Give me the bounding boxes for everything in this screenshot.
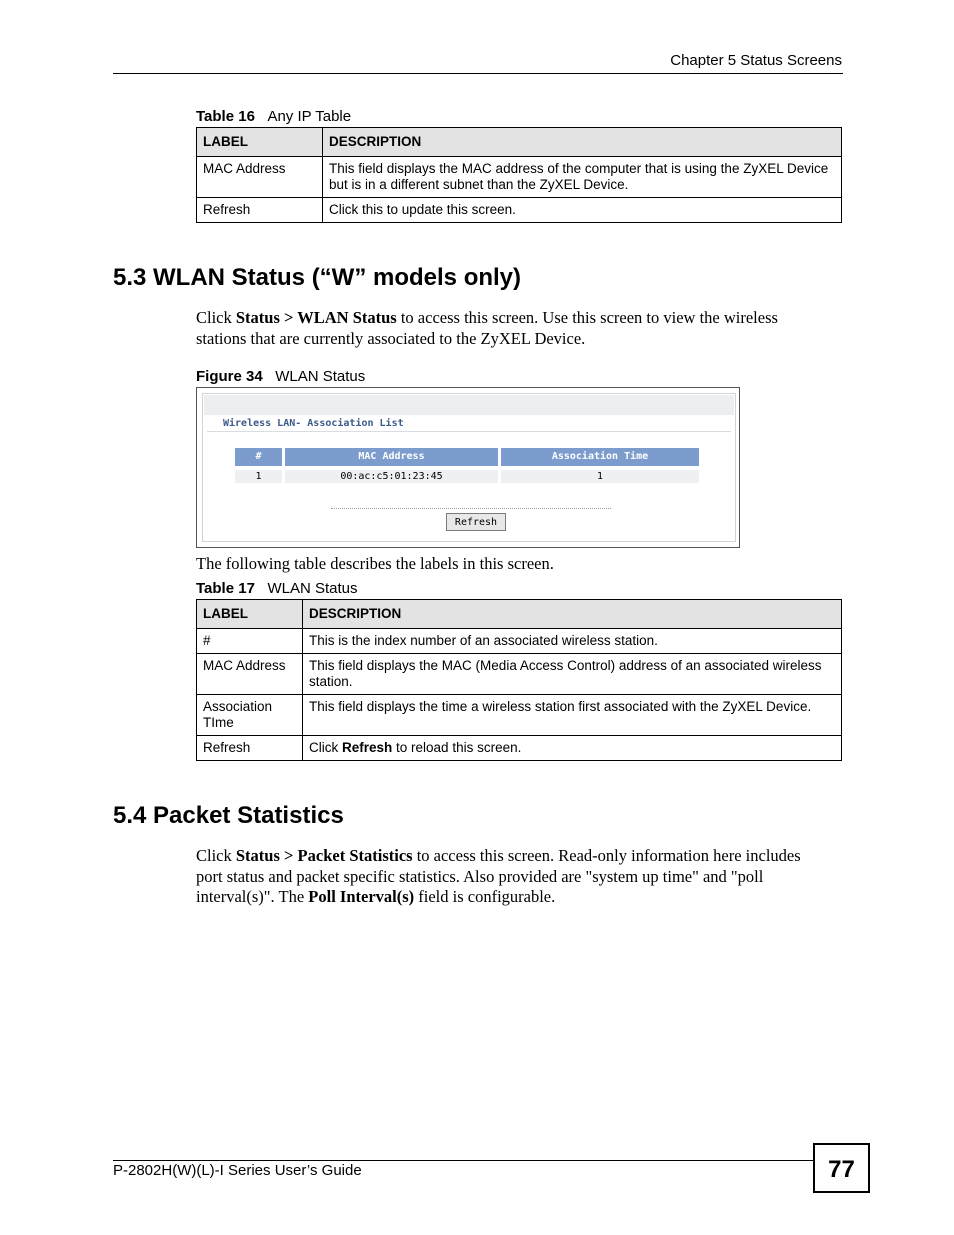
row-label: # bbox=[197, 629, 303, 654]
table17 bbox=[196, 599, 842, 761]
footer-guide-title: P-2802H(W)(L)-I Series User’s Guide bbox=[113, 1162, 362, 1179]
table-header-row bbox=[197, 128, 842, 157]
row-label: Refresh bbox=[197, 198, 323, 223]
text: to access this screen. Read-only information here includes port status and packet specific statistics. Also provided are "system up time" and "poll interval(s)". The bbox=[196, 846, 801, 906]
screenshot-panel bbox=[202, 393, 736, 542]
bold-text: Status > Packet Statistics bbox=[235, 846, 413, 865]
col-header-mac: MAC Address bbox=[285, 448, 498, 466]
col-header-index: # bbox=[235, 448, 282, 466]
table16 bbox=[196, 127, 842, 223]
text: Click bbox=[309, 740, 342, 755]
running-header: Chapter 5 Status Screens bbox=[670, 52, 842, 69]
figure34-caption-num: Figure 34 bbox=[196, 368, 263, 385]
row-description: This field displays the MAC address of the computer that is using the ZyXEL Device but is in a different subnet than the ZyXEL Device. bbox=[323, 157, 842, 198]
text: to reload this screen. bbox=[392, 740, 522, 755]
figure34-caption-title: WLAN Status bbox=[275, 368, 366, 385]
header-rule bbox=[113, 73, 843, 74]
text: Click bbox=[196, 308, 236, 327]
table-row bbox=[197, 157, 842, 198]
row-description: This is the index number of an associated wireless station. bbox=[303, 629, 842, 654]
footer-rule bbox=[113, 1160, 813, 1161]
section53-paragraph bbox=[196, 308, 816, 349]
figure34-caption bbox=[196, 368, 365, 385]
col-header-description: DESCRIPTION bbox=[323, 128, 842, 157]
table16-caption-num: Table 16 bbox=[196, 108, 255, 125]
row-description: This field displays the time a wireless station first associated with the ZyXEL Device. bbox=[303, 695, 842, 736]
cell-assoc-time: 1 bbox=[501, 470, 699, 483]
bold-text: Poll Interval(s) bbox=[308, 887, 415, 906]
cell-index: 1 bbox=[235, 470, 282, 483]
text: Click bbox=[196, 846, 236, 865]
table-row bbox=[197, 695, 842, 736]
row-description: This field displays the MAC (Media Access Control) address of an associated wireless station. bbox=[303, 654, 842, 695]
dotted-divider bbox=[331, 508, 611, 509]
col-header-label: LABEL bbox=[197, 128, 323, 157]
row-label: Refresh bbox=[197, 736, 303, 761]
panel-title: Wireless LAN- Association List bbox=[223, 418, 404, 429]
section54-paragraph bbox=[196, 846, 831, 908]
table16-caption bbox=[196, 108, 351, 125]
table17-caption bbox=[196, 580, 357, 597]
table-header-row bbox=[197, 600, 842, 629]
col-header-label: LABEL bbox=[197, 600, 303, 629]
row-description bbox=[303, 736, 842, 761]
row-label: MAC Address bbox=[197, 157, 323, 198]
cell-mac: 00:ac:c5:01:23:45 bbox=[285, 470, 498, 483]
bold-text: Refresh bbox=[342, 740, 393, 755]
col-header-assoc-time: Association Time bbox=[501, 448, 699, 466]
col-header-description: DESCRIPTION bbox=[303, 600, 842, 629]
page-number: 77 bbox=[813, 1143, 870, 1193]
figure-wlan-status-screenshot bbox=[196, 387, 740, 548]
table17-caption-title: WLAN Status bbox=[267, 580, 358, 597]
section-heading-5-3: 5.3 WLAN Status (“W” models only) bbox=[113, 264, 522, 291]
row-description: Click this to update this screen. bbox=[323, 198, 842, 223]
refresh-button[interactable]: Refresh bbox=[446, 513, 506, 531]
text: field is configurable. bbox=[414, 887, 556, 906]
table-row bbox=[197, 198, 842, 223]
table16-caption-title: Any IP Table bbox=[267, 108, 352, 125]
table17-caption-num: Table 17 bbox=[196, 580, 255, 597]
table-row bbox=[197, 654, 842, 695]
panel-divider bbox=[207, 431, 731, 432]
following-text: The following table describes the labels in this screen. bbox=[196, 554, 554, 573]
text: to access this screen. Use this screen to view the wireless stations that are currently associated to the ZyXEL Device. bbox=[196, 308, 778, 348]
section-heading-5-4: 5.4 Packet Statistics bbox=[113, 802, 344, 829]
row-label: Association TIme bbox=[197, 695, 303, 736]
table-row bbox=[197, 629, 842, 654]
bold-text: Status > WLAN Status bbox=[235, 308, 397, 327]
row-label: MAC Address bbox=[197, 654, 303, 695]
panel-top-bar bbox=[204, 395, 734, 415]
table-row bbox=[197, 736, 842, 761]
